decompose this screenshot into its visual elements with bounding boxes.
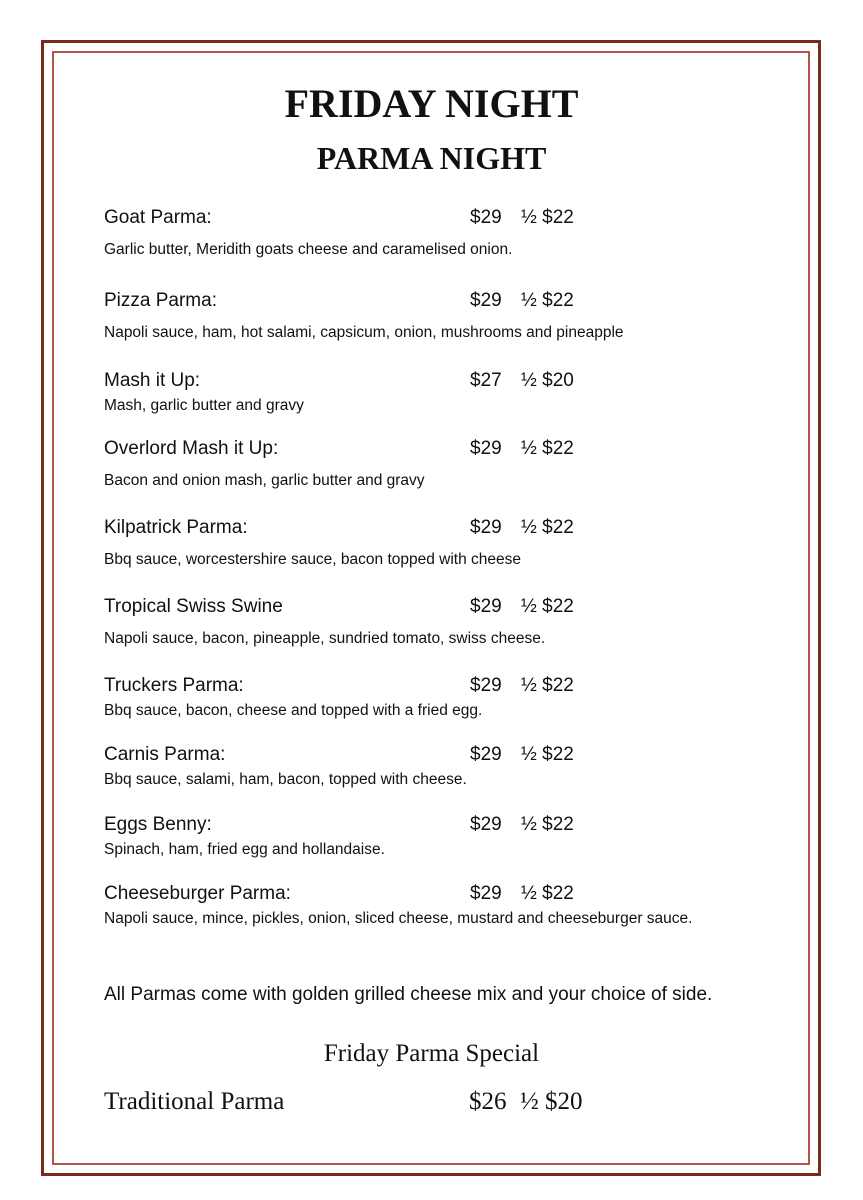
item-half-price: ½ $22 bbox=[521, 883, 574, 904]
special-item-price: $26 bbox=[469, 1088, 507, 1115]
item-description: Napoli sauce, ham, hot salami, capsicum, onion, mushrooms and pineapple bbox=[104, 324, 624, 341]
item-name: Mash it Up: bbox=[104, 370, 201, 391]
item-price: $29 bbox=[470, 744, 502, 765]
item-description: Garlic butter, Meridith goats cheese and caramelised onion. bbox=[104, 241, 513, 258]
special-item-half-price: ½ $20 bbox=[520, 1088, 583, 1115]
item-name: Pizza Parma: bbox=[104, 290, 217, 311]
item-description: Mash, garlic butter and gravy bbox=[104, 397, 304, 414]
item-name: Goat Parma: bbox=[104, 207, 212, 228]
item-half-price: ½ $22 bbox=[521, 207, 574, 228]
item-name: Carnis Parma: bbox=[104, 744, 226, 765]
item-description: Napoli sauce, mince, pickles, onion, sliced cheese, mustard and cheeseburger sauce. bbox=[104, 910, 693, 927]
item-half-price: ½ $22 bbox=[521, 814, 574, 835]
menu-subtitle: PARMA NIGHT bbox=[316, 140, 547, 176]
item-description: Spinach, ham, fried egg and hollandaise. bbox=[104, 841, 385, 858]
item-description: Bacon and onion mash, garlic butter and gravy bbox=[104, 472, 425, 489]
item-half-price: ½ $22 bbox=[521, 675, 574, 696]
item-description: Bbq sauce, bacon, cheese and topped with a fried egg. bbox=[104, 702, 483, 719]
item-half-price: ½ $22 bbox=[521, 744, 574, 765]
item-price: $29 bbox=[470, 517, 502, 538]
item-half-price: ½ $22 bbox=[521, 596, 574, 617]
menu-title: FRIDAY NIGHT bbox=[284, 81, 579, 126]
item-price: $29 bbox=[470, 883, 502, 904]
special-heading: Friday Parma Special bbox=[323, 1040, 540, 1067]
item-half-price: ½ $20 bbox=[521, 370, 574, 391]
item-price: $29 bbox=[470, 814, 502, 835]
item-half-price: ½ $22 bbox=[521, 438, 574, 459]
item-half-price: ½ $22 bbox=[521, 517, 574, 538]
item-name: Overlord Mash it Up: bbox=[104, 438, 279, 459]
item-price: $29 bbox=[470, 290, 502, 311]
item-description: Bbq sauce, salami, ham, bacon, topped with cheese. bbox=[104, 771, 467, 788]
item-price: $27 bbox=[470, 370, 502, 391]
special-item-name: Traditional Parma bbox=[104, 1088, 285, 1115]
sides-note: All Parmas come with golden grilled cheese mix and your choice of side. bbox=[104, 984, 713, 1005]
item-price: $29 bbox=[470, 207, 502, 228]
item-half-price: ½ $22 bbox=[521, 290, 574, 311]
item-name: Truckers Parma: bbox=[104, 675, 244, 696]
item-description: Napoli sauce, bacon, pineapple, sundried tomato, swiss cheese. bbox=[104, 630, 546, 647]
item-name: Kilpatrick Parma: bbox=[104, 517, 248, 538]
item-name: Tropical Swiss Swine bbox=[104, 596, 283, 617]
item-description: Bbq sauce, worcestershire sauce, bacon topped with cheese bbox=[104, 551, 522, 568]
item-price: $29 bbox=[470, 596, 502, 617]
item-price: $29 bbox=[470, 438, 502, 459]
item-name: Cheeseburger Parma: bbox=[104, 883, 291, 904]
item-name: Eggs Benny: bbox=[104, 814, 212, 835]
item-price: $29 bbox=[470, 675, 502, 696]
